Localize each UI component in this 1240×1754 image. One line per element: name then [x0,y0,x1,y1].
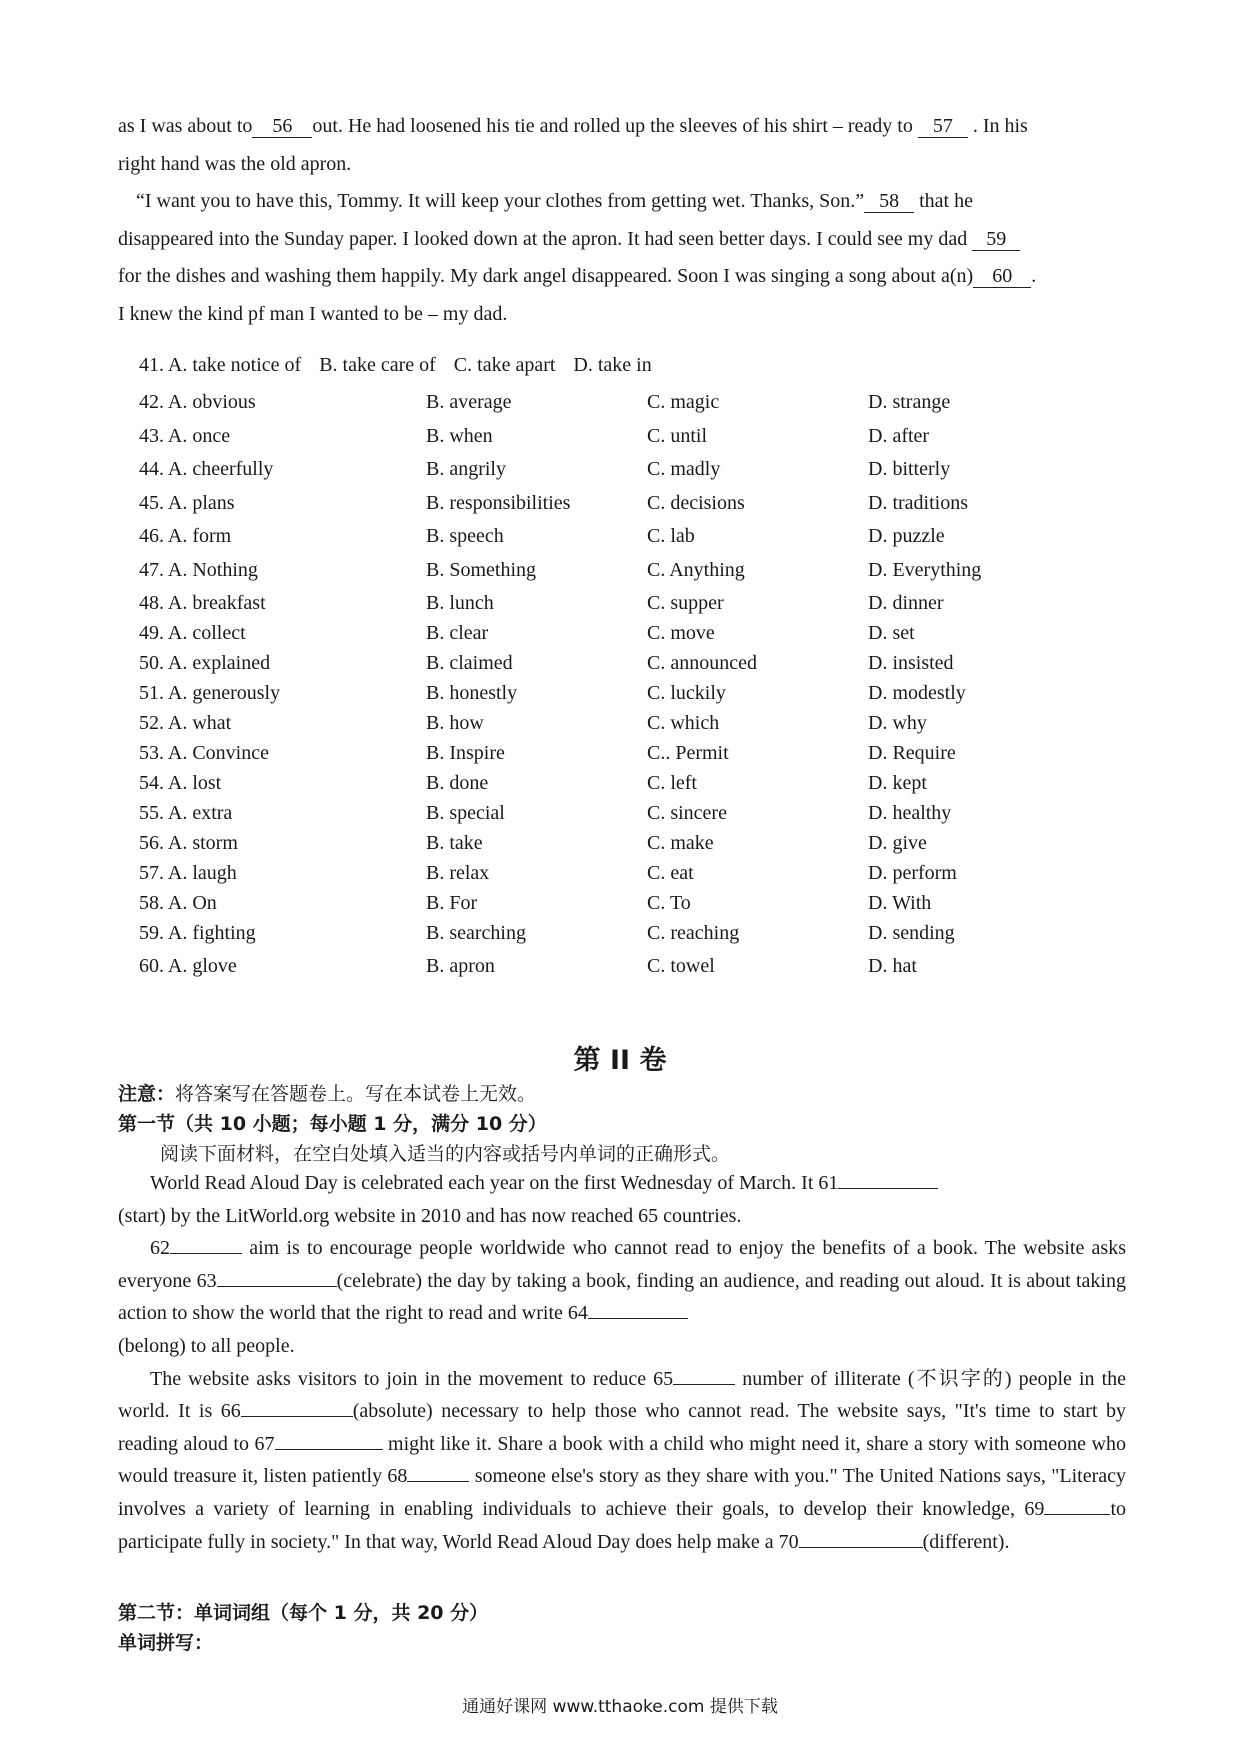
option-c: C. sincere [647,802,727,824]
option-c: C. To [647,892,691,914]
note-label: 注意： [118,1083,176,1105]
blank-70 [799,1547,923,1548]
option-row-50 [139,652,1139,682]
blank-59: 59 [972,228,1020,251]
blank-62 [170,1253,242,1254]
blank-64 [588,1318,688,1319]
option-d: D. set [868,622,915,644]
option-row-46 [139,525,1139,559]
option-row-52 [139,712,1139,742]
option-c: C. until [647,424,708,447]
option-row-54 [139,772,1139,802]
option-c: C. eat [647,862,694,884]
option-c: C. reaching [647,922,740,944]
option-a: 57. A. laugh [139,862,237,884]
option-c: C.. Permit [647,742,729,764]
cloze-passage [118,1167,1126,1558]
option-d: D. Everything [868,558,982,581]
passage-text: “I want you to have this, Tommy. It will keep your clothes from getting wet. Thanks, Son.” [136,190,865,212]
option-c: C. which [647,712,720,734]
option-row-48 [139,592,1139,622]
option-row-44 [139,458,1139,492]
passage-text: disappeared into the Sunday paper. I looked down at the apron. It had seen better days. I could see my dad [118,227,968,250]
cloze-text: someone else's story as they share with you." The United Nations says, "Literacy involves a variety of learning in enabling individuals to achieve their goals, to develop their knowledge, 69 [118,1465,1126,1520]
option-c: C. luckily [647,682,726,704]
cloze-text: (absolute) necessary to help those who cannot read. The website says, "It's time to start by reading aloud to 67 [118,1400,1127,1455]
option-row-45 [139,492,1139,526]
option-a: 42. A. obvious [139,391,256,413]
option-b: B. angrily [426,458,506,480]
part1-title: 第一节（共 10 小题；每小题 1 分，满分 10 分） [118,1113,547,1135]
passage-text: as I was about to [118,115,253,137]
option-a: 50. A. explained [139,652,271,674]
option-row-56 [139,832,1139,862]
option-d: D. modestly [868,682,966,704]
option-a: 46. A. form [139,525,232,547]
blank-66 [241,1416,353,1417]
passage-text: for the dishes and washing them happily. My dark angel disappeared. Soon I was singing a song about a(n) [118,265,974,287]
option-c: C. madly [647,458,721,480]
cloze-text: aim is to encourage people worldwide who cannot read to enjoy the benefits of a book. The website asks everyone 63 [118,1237,1126,1292]
option-d: D. dinner [868,592,944,614]
cloze-text: to participate fully in society." In that way, World Read Aloud Day does help make a 70 [118,1497,1126,1553]
option-b: B. apron [426,955,495,977]
cloze-text: (start) by the LitWorld.org website in 2010 and has now reached 65 countries. [118,1204,742,1227]
blank-67 [275,1449,383,1450]
option-b: B. special [426,802,505,824]
blank-57: 57 [918,115,968,138]
blank-63 [217,1286,337,1287]
option-d: D. sending [868,922,955,944]
option-a: 53. A. Convince [139,742,269,764]
option-b: B. average [426,391,512,413]
option-b: B. honestly [426,682,518,704]
passage-text: . [1031,265,1037,287]
option-b: B. take [426,832,483,854]
blank-58: 58 [864,190,914,213]
note-line [118,1079,536,1106]
blank-65 [673,1384,735,1385]
option-b: B. when [426,424,493,447]
option-d: D. why [868,712,927,734]
passage-text: right hand was the old apron. [118,152,352,175]
option-d: D. kept [868,772,927,794]
option-c: C. decisions [647,491,745,514]
option-d: D. puzzle [868,525,945,547]
option-d: D. hat [868,955,917,977]
option-b: B. Something [426,558,537,581]
option-a: 41. A. take notice of [139,354,302,376]
option-a: 58. A. On [139,892,217,914]
blank-60: 60 [973,265,1031,288]
option-a: 56. A. storm [139,832,238,854]
option-b: B. For [426,892,478,914]
section-heading: 第 II 卷 [573,1045,667,1076]
option-a: 48. A. breakfast [139,592,266,614]
option-row-60 [139,955,1139,989]
option-a: 59. A. fighting [139,922,256,944]
option-b: B. clear [426,622,489,644]
option-d: D. traditions [868,491,968,514]
blank-61 [838,1188,938,1189]
option-c: C. towel [647,955,715,977]
option-row-55 [139,802,1139,832]
option-d: D. Require [868,742,956,764]
option-a: 51. A. generously [139,682,281,704]
option-c: C. announced [647,652,757,674]
cloze-text: (belong) to all people. [118,1334,295,1357]
cloze-text: 62 [150,1237,170,1260]
instruction: 阅读下面材料，在空白处填入适当的内容或括号内单词的正确形式。 [160,1143,731,1165]
option-a: 52. A. what [139,712,232,734]
option-a: 43. A. once [139,424,231,447]
option-b: B. Inspire [426,742,505,764]
blank-56: 56 [252,115,312,138]
option-a: 47. A. Nothing [139,558,258,581]
note-text: 将答案写在答题卷上。写在本试卷上无效。 [175,1083,537,1105]
cloze-text: (celebrate) the day by taking a book, finding an audience, and reading out aloud. It is about taking action to show the world that the right to read and write 64 [118,1269,1126,1325]
passage-text: . In his [972,115,1028,137]
option-a: 54. A. lost [139,772,222,794]
option-a: 55. A. extra [139,802,233,824]
option-c: C. move [647,622,715,644]
option-d: D. after [868,424,930,447]
option-c: C. Anything [647,558,745,581]
cloze-text: (different). [922,1530,1010,1553]
cloze-text: The website asks visitors to join in the movement to reduce 65 [150,1367,674,1390]
option-d: D. strange [868,391,951,413]
option-b: B. claimed [426,652,513,674]
option-b: B. how [426,712,484,734]
part2-title: 第二节：单词词组（每个 1 分，共 20 分） [118,1602,489,1624]
option-c: C. make [647,832,714,854]
option-a: 60. A. glove [139,955,237,977]
option-row-53 [139,742,1139,772]
passage-text: I knew the kind pf man I wanted to be – my dad. [118,302,508,325]
option-c: C. supper [647,592,724,614]
option-d: D. insisted [868,652,954,674]
option-d: D. With [868,892,932,914]
option-c: C. magic [647,391,720,413]
option-b: B. take care of [319,354,436,376]
option-d: D. bitterly [868,458,951,480]
option-d: D. take in [573,354,652,376]
option-row-47 [139,559,1139,593]
option-row-41 [139,354,1139,391]
option-d: D. give [868,832,927,854]
option-b: B. speech [426,525,504,547]
option-b: B. searching [426,922,526,944]
passage-continuation [118,108,1126,333]
option-row-49 [139,622,1139,652]
blank-68 [407,1481,469,1482]
option-b: B. responsibilities [426,491,571,514]
option-row-57 [139,862,1139,892]
cloze-text: number of illiterate (不识字的) people in the world. It is 66 [118,1367,1126,1423]
option-b: B. lunch [426,592,494,614]
option-d: D. perform [868,862,957,884]
cloze-text: World Read Aloud Day is celebrated each year on the first Wednesday of March. It 61 [150,1172,839,1194]
option-row-42 [139,391,1139,425]
footer-watermark: 通通好课网 www.tthaoke.com 提供下载 [462,1697,778,1717]
option-c: C. lab [647,525,695,547]
passage-text: out. He had loosened his tie and rolled up the sleeves of his shirt – ready to [312,115,913,137]
blank-69 [1044,1514,1110,1515]
option-b: B. relax [426,862,490,884]
option-a: 49. A. collect [139,622,246,644]
passage-text: that he [919,190,973,212]
option-c: C. take apart [453,354,556,376]
options-list [139,354,1139,989]
option-row-43 [139,425,1139,459]
option-row-58 [139,892,1139,922]
option-row-51 [139,682,1139,712]
option-a: 44. A. cheerfully [139,458,274,480]
option-row-59 [139,922,1139,955]
cloze-text: might like it. Share a book with a child who might need it, share a story with someone who would treasure it, listen patiently 68 [118,1432,1126,1488]
option-a: 45. A. plans [139,491,235,514]
option-d: D. healthy [868,802,952,824]
part2-subtitle: 单词拼写： [118,1632,214,1654]
option-b: B. done [426,772,489,794]
option-c: C. left [647,772,697,794]
